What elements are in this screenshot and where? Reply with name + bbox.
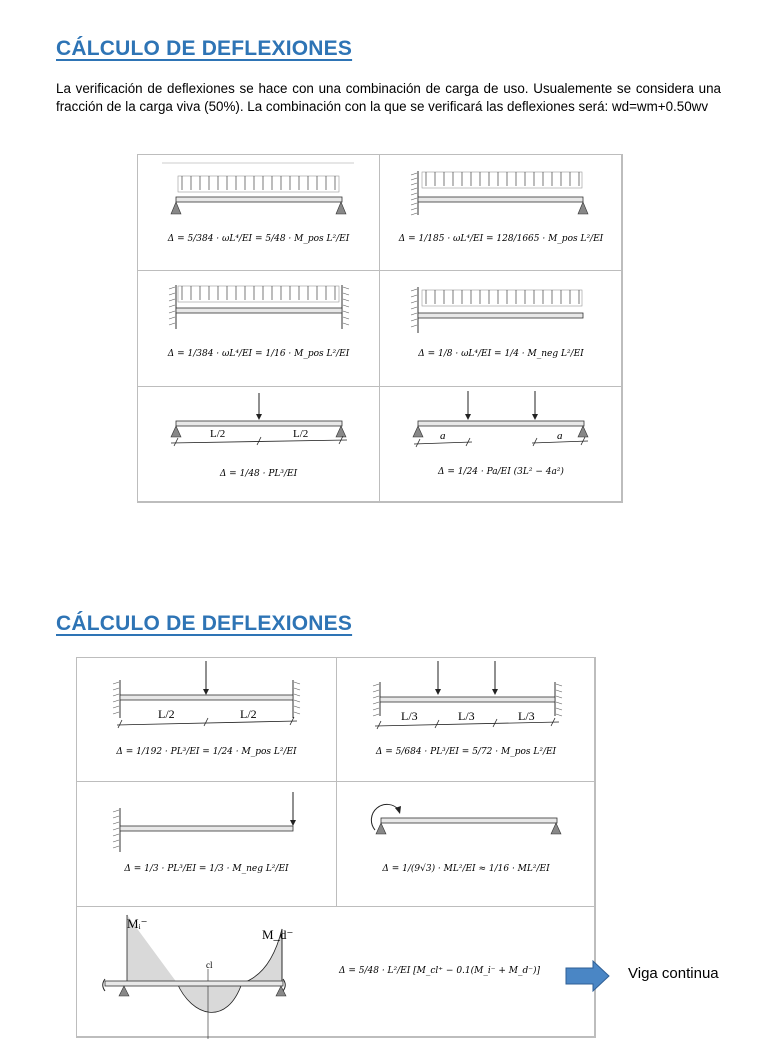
beam-diagram	[138, 271, 381, 388]
span-label: L/2	[158, 707, 175, 721]
deflection-formula: Δ = 5/48 · L²/EI [M_cl⁺ − 0.1(M_i⁻ + M_d⁻)]	[339, 966, 540, 976]
span-label: a	[557, 430, 563, 442]
case-simple-two-points	[379, 386, 623, 503]
deflection-table-2	[76, 657, 595, 1037]
deflection-formula: Δ = 1/24 · Pa/EI (3L² − 4a²)	[438, 467, 564, 477]
deflection-formula: Δ = 1/48 · PL³/EI	[219, 469, 298, 479]
beam-diagram	[380, 271, 624, 388]
case-fixed-fixed-uniform	[137, 270, 380, 387]
beam-diagram	[380, 387, 624, 504]
right-arrow-icon	[565, 960, 611, 992]
beam-diagram	[77, 658, 338, 783]
case-fixed-pinned-uniform	[379, 154, 623, 271]
deflection-formula: Δ = 1/8 · ωL⁴/EI = 1/4 · M_neg L²/EI	[418, 349, 584, 359]
page-title: CÁLCULO DE DEFLEXIONES	[56, 37, 353, 60]
deflection-formula: Δ = 1/192 · PL³/EI = 1/24 · M_pos L²/EI	[116, 747, 297, 757]
moment-diagram	[77, 907, 337, 1039]
case-simple-center-point	[137, 386, 380, 503]
beam-diagram	[77, 782, 338, 908]
span-label: L/3	[518, 709, 535, 723]
beam-diagram	[337, 782, 597, 908]
section-title: CÁLCULO DE DEFLEXIONES	[56, 612, 353, 635]
beam-diagram	[138, 155, 381, 272]
deflection-formula: Δ = 5/684 · PL³/EI = 5/72 · M_pos L²/EI	[375, 747, 557, 757]
span-label: L/2	[210, 428, 226, 440]
continuous-beam-note: Viga continua	[628, 965, 719, 982]
span-label: a	[440, 430, 446, 442]
deflection-formula: Δ = 1/384 · ωL⁴/EI = 1/16 · M_pos L²/EI	[167, 349, 350, 359]
deflection-table-1	[137, 154, 622, 502]
moment-label-right: M_d⁻	[262, 927, 294, 942]
deflection-formula: Δ = 5/384 · ωL⁴/EI = 5/48 · M_pos L²/EI	[167, 234, 350, 244]
intro-paragraph: La verificación de deflexiones se hace con una combinación de carga de uso. Usualemente se considera una fracción de la carga viva (50%). La combinación con la que se verificará las deflexiones será: wd=wm+0.50wv	[56, 81, 721, 114]
case-simple-uniform	[137, 154, 380, 271]
case-fixed-third-points	[336, 657, 596, 782]
deflection-formula: Δ = 1/185 · ωL⁴/EI = 128/1665 · M_pos L²/EI	[398, 234, 604, 244]
moment-label-left: Mᵢ⁻	[127, 916, 148, 931]
case-cantilever-uniform	[379, 270, 623, 387]
beam-diagram	[138, 387, 381, 504]
span-label: L/2	[293, 428, 309, 440]
span-label: L/3	[401, 709, 418, 723]
deflection-formula: Δ = 1/3 · PL³/EI = 1/3 · M_neg L²/EI	[124, 864, 289, 874]
case-fixed-center-point	[76, 657, 337, 782]
centerline-label: cl	[206, 960, 213, 970]
span-label: L/3	[458, 709, 475, 723]
case-simple-end-moment	[336, 781, 596, 907]
case-continuous-beam	[76, 906, 596, 1038]
deflection-formula: Δ = 1/(9√3) · ML²/EI ≈ 1/16 · ML²/EI	[382, 864, 550, 874]
beam-diagram	[380, 155, 624, 272]
span-label: L/2	[240, 707, 257, 721]
case-cantilever-tip-point	[76, 781, 337, 907]
